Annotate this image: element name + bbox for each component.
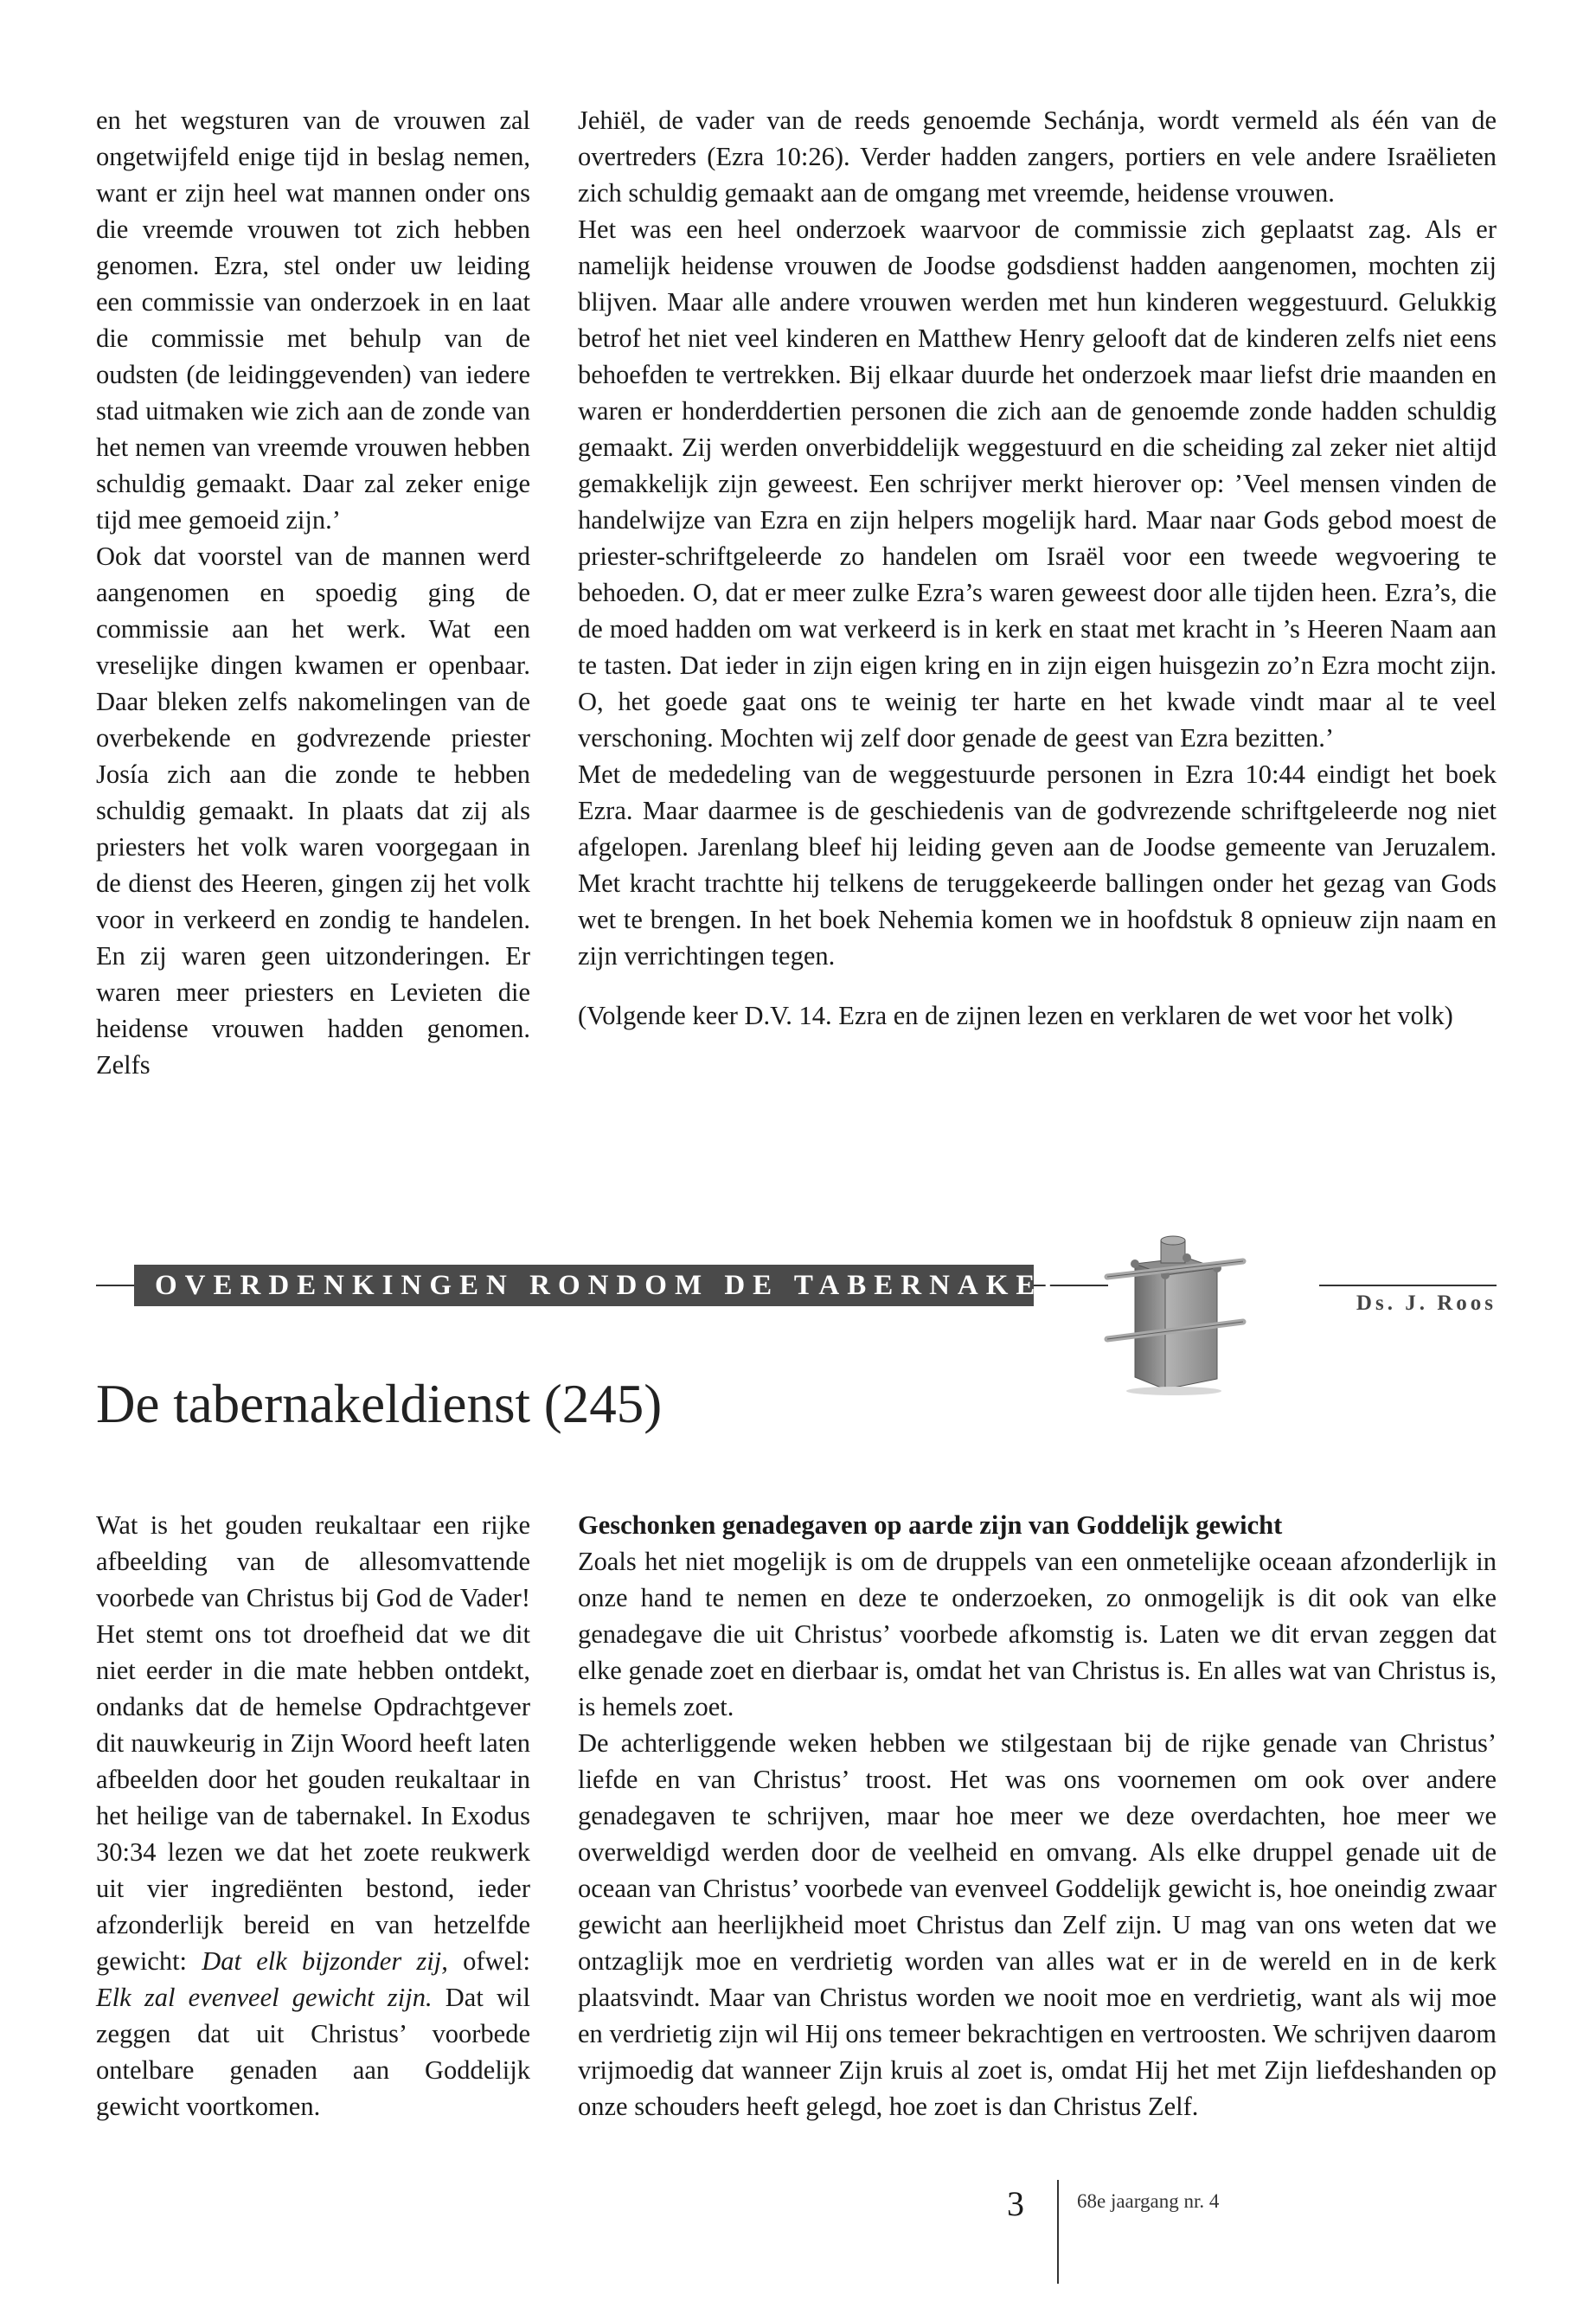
altar-illustration (1100, 1225, 1247, 1398)
paragraph: De achterliggende weken hebben we stilgestaan bij de rijke genade van Christus’ liefde en van Christus’ troost. Het was ons voornemen om ook over andere genadegaven te schrijven, maar hoe meer we deze overdachten, hoe meer we overweldigd werden door de veelheid en omvang. Als elke druppel genade uit de oceaan van Christus’ voorbede van evenveel Goddelijk gewicht is, hoe oneindig zwaar gewicht aan heerlijkheid moet Christus dan Zelf zijn. U mag van ons weten dat we ontzaglijk moe en verdrietig worden van alles wat er in de wereld en in de kerk plaatsvindt. Maar van Christus worden we nooit moe en verdrietig, want als wij moe en verdrietig zijn wil Hij ons temeer bekrachtigen en vertroosten. We schrijven daarom vrijmoedig dat wanneer Zijn kruis al zoet is, omdat Hij het met Zijn liefdeshanden op onze schouders heeft gelegd, hoe zoet is dan Christus Zelf. (578, 1728, 1497, 2121)
top-right-column (578, 102, 1497, 1034)
paragraph: Zoals het niet mogelijk is om de druppels van een onmetelijke oceaan afzonderlijk in onze hand te nemen en deze te onderzoeken, zo onmogelijk is dit ook van elke genadegave die uit Christus’ voorbede afkomstig is. Laten we dit ervan zeggen dat elke genade zoet en dierbaar is, omdat het van Christus is. En alles wat van Christus is, is hemels zoet. (578, 1547, 1497, 1721)
header-rule-right (1319, 1285, 1497, 1286)
paragraph: Met de mededeling van de weggestuurde personen in Ezra 10:44 eindigt het boek Ezra. Maar daarmee is de geschiedenis van de godvrezende schriftgeleerde nog niet afgelopen. Jarenlang bleef hij leiding geven aan de Joodse gemeente van Jeruzalem. Met kracht trachtte hij telkens de teruggekeerde ballingen onder het gezag van Gods wet te brengen. In het boek Nehemia komen we in hoofdstuk 8 opnieuw zijn naam en zijn verrichtingen tegen. (578, 760, 1497, 971)
journal-issue: 68e jaargang nr. 4 (1077, 2190, 1220, 2212)
paragraph: Het was een heel onderzoek waarvoor de commissie zich geplaatst zag. Als er namelijk heidense vrouwen de Joodse godsdienst hadden aangenomen, mochten zij blijven. Maar alle andere vrouwen werden met hun kinderen weggestuurd. Gelukkig betrof het niet veel kinderen en Matthew Henry gelooft dat de kinderen zelfs niet eens behoefden te vertrekken. Bij elkaar duurde het onderzoek maar liefst drie maanden en waren er honderddertien personen die zich aan de genoemde zonde hadden schuldig gemaakt. Zij werden onverbiddelijk weggestuurd en die scheiding zal zeker niet altijd gemakkelijk zijn geweest. Een schrijver merkt hierover op: ’Veel mensen vinden de handelwijze van Ezra en zijn helpers mogelijk hard. Maar naar Gods gebod moest de priester-schriftgeleerde zo handelen om Israël voor een tweede wegvoering te behoeden. O, dat er meer zulke Ezra’s waren geweest door alle tijden heen. Ezra’s, die de moed hadden om wat verkeerd is in kerk en staat met kracht in ’s Heeren Naam aan te tasten. Dat ieder in zijn eigen kring en in zijn eigen huisgezin zo’n Ezra mocht zijn. O, het goede gaat ons te weinig ter harte en het kwade vindt maar al te veel verschoning. Mochten wij zelf door genade de geest van Ezra bezitten.’ (578, 215, 1497, 753)
footer-divider (1057, 2180, 1059, 2284)
text-run: ofwel: (447, 1946, 531, 1976)
next-time-note: (Volgende keer D.V. 14. Ezra en de zijnen lezen en verklaren de wet voor het volk) (578, 1001, 1453, 1030)
paragraph: Ook dat voorstel van de mannen werd aangenomen en spoedig ging de commissie aan het werk. Wat een vreselijke dingen kwamen er openbaar. Daar bleken zelfs nakomelingen van de overbekende en godvrezende priester Josía zich aan die zonde te hebben schuldig gemaakt. In plaats dat zij als priesters het volk waren voorgegaan in de dienst des Heeren, gingen zij het volk voor in verkeerd en zondig te handelen. En zij waren geen uitzonderingen. Er waren meer priesters en Levieten die heidense vrouwen hadden genomen. Zelfs (96, 542, 530, 1080)
bottom-left-column (96, 1507, 530, 2125)
text-run: Wat is het gouden reukaltaar een rijke afbeelding van de allesomvattende voorbede van Christus bij God de Vader! Het stemt ons tot droefheid dat we dit niet eerder in die mate hebben ontdekt, ondanks dat de hemelse Opdrachtgever dit nauwkeurig in Zijn Woord heeft laten afbeelden door het gouden reukaltaar in het heilige van de tabernakel. In Exodus 30:34 lezen we dat het zoete reukwerk uit vier ingrediënten bestond, ieder afzonderlijk bereid en van hetzelfde gewicht: (96, 1510, 530, 1976)
section-subheading: Geschonken genadegaven op aarde zijn van Goddelijk gewicht (578, 1510, 1283, 1540)
text-run: Dat wil zeggen dat uit Christus’ voorbede ontelbare genaden aan Goddelijk gewicht voortkomen. (96, 1983, 531, 2121)
page-number: 3 (1007, 2184, 1024, 2223)
paragraph (96, 1507, 530, 2125)
scripture-quote: Elk zal evenveel gewicht zijn. (96, 1983, 433, 2012)
author-byline: Ds. J. Roos (1356, 1292, 1497, 1315)
top-left-column (96, 102, 530, 1083)
bottom-right-column (578, 1507, 1497, 2125)
paragraph: en het wegsturen van de vrouwen zal ongetwijfeld enige tijd in beslag nemen, want er zijn heel wat mannen onder ons die vreemde vrouwen tot zich hebben genomen. Ezra, stel onder uw leiding een commissie van onderzoek in en laat die commissie met behulp van de oudsten (de leidinggevenden) van iedere stad uitmaken wie zich aan de zonde van het nemen van vreemde vrouwen hebben schuldig gemaakt. Daar zal zeker enige tijd mee gemoeid zijn.’ (96, 106, 530, 535)
series-title-band: OVERDENKINGEN RONDOM DE TABERNAKEL (134, 1265, 1034, 1306)
article-title: De tabernakeldienst (245) (96, 1374, 663, 1434)
scripture-quote: Dat elk bijzonder zij, (202, 1946, 448, 1976)
paragraph: Jehiël, de vader van de reeds genoemde Sechánja, wordt vermeld als één van de overtreders (Ezra 10:26). Verder hadden zangers, portiers en vele andere Israëlieten zich schuldig gemaakt aan de omgang met vreemde, heidense vrouwen. (578, 106, 1497, 208)
